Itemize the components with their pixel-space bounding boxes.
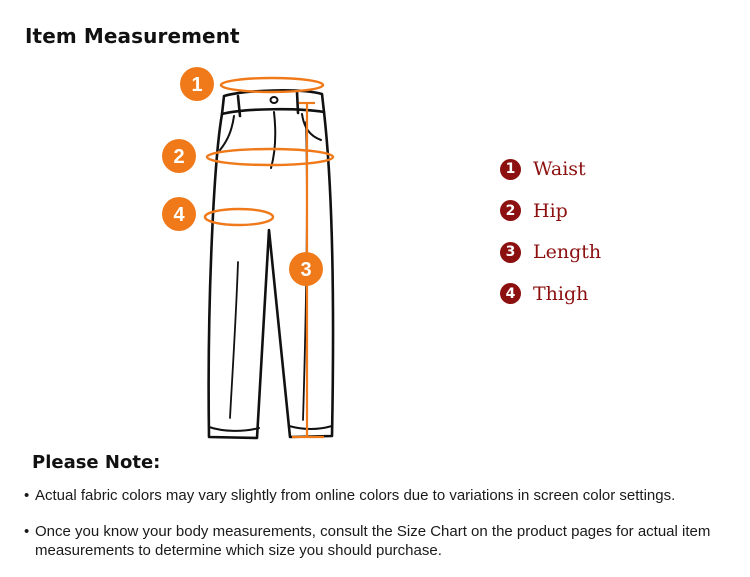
- legend-label: Waist: [533, 158, 586, 180]
- legend-number-badge: 2: [500, 200, 521, 221]
- marker-1: [180, 67, 214, 101]
- pants-diagram: [150, 62, 350, 447]
- bullet: •: [24, 523, 30, 540]
- legend-label: Hip: [533, 199, 568, 222]
- legend-item-hip: [500, 200, 601, 222]
- hip-measure-ring: [207, 149, 333, 165]
- pants-hem-left: [209, 427, 259, 431]
- note-list: [24, 486, 739, 577]
- crease-left: [230, 262, 238, 418]
- legend-number-badge: 3: [500, 242, 521, 263]
- thigh-measure-ring: [205, 209, 273, 225]
- svg-text:2: 2: [173, 146, 185, 168]
- marker-4: [162, 197, 196, 231]
- pants-hem-right: [289, 426, 332, 429]
- legend-item-thigh: [500, 283, 601, 305]
- measurement-legend: [500, 158, 601, 324]
- legend-number-badge: 1: [500, 159, 521, 180]
- legend-label: Length: [533, 241, 602, 263]
- legend-item-waist: [500, 158, 601, 180]
- note-heading: Please Note:: [32, 452, 161, 473]
- marker-3: [289, 252, 323, 286]
- note-item: [24, 486, 739, 505]
- svg-text:4: 4: [173, 204, 185, 226]
- pants-fly: [271, 112, 275, 168]
- svg-text:1: 1: [191, 74, 203, 96]
- legend-item-length: [500, 241, 601, 263]
- note-item: [24, 522, 739, 560]
- legend-number-badge: 4: [500, 283, 521, 304]
- pocket-right: [302, 114, 321, 140]
- bullet: •: [24, 487, 30, 504]
- note-text: Once you know your body measurements, consult the Size Chart on the product pages for actual item measurements to determine which size you should purchase.: [35, 523, 711, 559]
- page-title: Item Measurement: [25, 24, 240, 48]
- note-text: Actual fabric colors may vary slightly from online colors due to variations in screen color settings.: [35, 487, 676, 504]
- legend-label: Thigh: [533, 282, 589, 305]
- marker-2: [162, 139, 196, 173]
- svg-text:3: 3: [300, 259, 312, 281]
- belt-loop: [297, 92, 298, 113]
